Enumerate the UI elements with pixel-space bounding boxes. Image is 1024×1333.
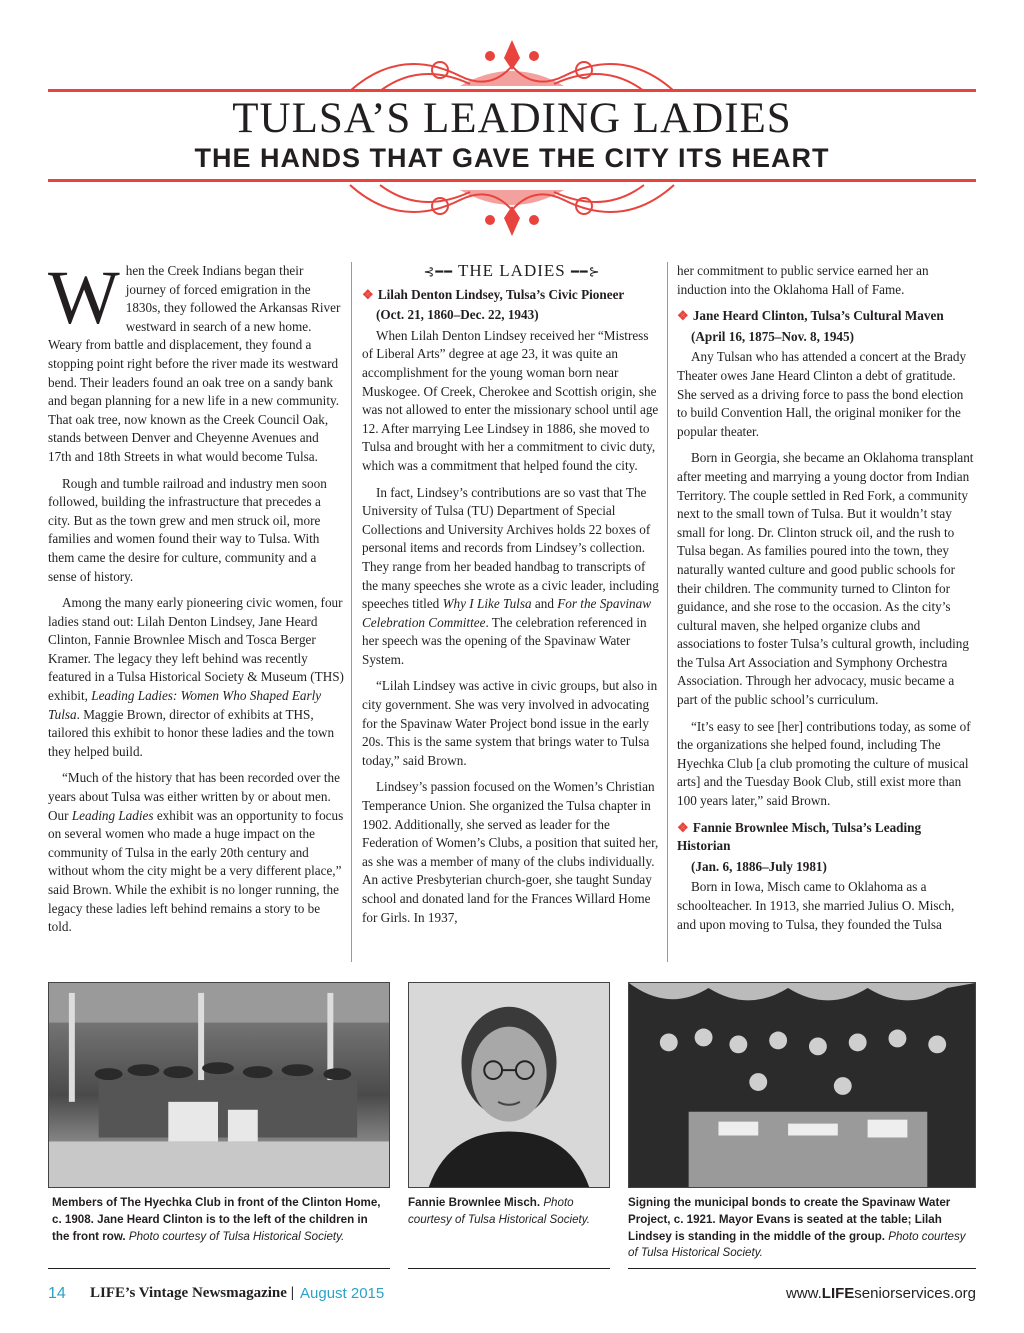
fannie-misch-portrait-photo <box>408 982 610 1188</box>
column-divider <box>351 262 352 962</box>
exhibit-title: Leading Ladies: Women Who Shaped Early Tulsa <box>48 688 322 722</box>
paragraph: “It’s easy to see [her] contributions today, as some of the organizations she helped found, including The Hyechka Club [a club promoting the culture of musical arts] and the Tuesday Book Club, still exist more than 100 years later,” said Brown. <box>677 718 971 809</box>
lady-name: Jane Heard Clinton, Tulsa’s Cultural Maven <box>692 308 944 324</box>
lady-dates: (April 16, 1875–Nov. 8, 1945) <box>691 328 855 344</box>
flourish-right-icon: ━━⊱ <box>570 264 601 279</box>
paragraph: Any Tulsan who has attended a concert at the Brady Theater owes Jane Heard Clinton a debt of gratitude. She served as a driving force to pass the bond election to build Convention Hall, the original moniker for the popular theater. <box>677 349 967 439</box>
paragraph <box>48 769 344 936</box>
photo-caption <box>408 1195 608 1229</box>
bottom-scroll-ornament <box>340 180 684 240</box>
url-suffix: seniorservices.org <box>854 1285 976 1302</box>
article-column-1 <box>48 256 344 945</box>
hyechka-club-group-photo <box>48 982 390 1188</box>
diamond-bullet-icon: ❖ <box>362 286 374 302</box>
photo-credit: Photo courtesy of Tulsa Historical Society. <box>408 1196 590 1226</box>
issue-date: August 2015 <box>300 1285 385 1302</box>
magazine-name <box>90 1285 294 1302</box>
text: . Maggie Brown, director of exhibits at THS, tailored this exhibit to honor these ladies and the town they helped build. <box>48 706 335 759</box>
text: . The celebration referenced in her speech was the opening of the Spavinaw Water System. <box>362 614 647 667</box>
lady-heading <box>677 307 975 326</box>
paragraph: When Lilah Denton Lindsey received her “Mistress of Liberal Arts” degree at age 23, it was quite an accomplishment for the young woman born near Muskogee. Of Creek, Cherokee and Scottish origin, she was not allowed to enter the missionary school until age 12. After marrying Lee Lindsey in 1886, she moved to Tulsa and brought with her a commitment to civic duty, which was a commitment that helped found the city. <box>362 327 659 473</box>
drop-cap: W <box>48 256 120 340</box>
speech-title: For the Spavinaw Celebration Committee <box>362 596 651 630</box>
page-subtitle: THE HANDS THAT GAVE THE CITY ITS HEART <box>194 143 830 173</box>
diamond-bullet-icon: ❖ <box>677 819 689 835</box>
caption-text: Signing the municipal bonds to create the Spavinaw Water Project, c. 1921. Mayor Evans is seated at the table; Lilah Lindsey is standing in the middle of the group. <box>628 1196 951 1243</box>
caption-rule <box>628 1268 976 1269</box>
paragraph: Lindsey’s passion focused on the Women’s Christian Temperance Union. She organized the Tulsa chapter in 1902. Additionally, she served as leader for the Federation of Women’s Clubs, a position that suited her, as she was a member of many of the clubs individually. An active Presbyterian church-goer, she taught Sunday school and donated land for the Frances Willard Home for Girls. In 1937, <box>362 779 659 925</box>
paragraph: her commitment to public service earned her an induction into the Oklahoma Hall of Fame. <box>677 263 929 297</box>
header-top-rule <box>48 89 976 92</box>
article-column-3 <box>677 262 975 942</box>
caption-text: Members of The Hyechka Club in front of the Clinton Home, c. 1908. Jane Heard Clinton is to the left of the children in the front row. <box>52 1196 381 1243</box>
caption-rule <box>408 1268 610 1269</box>
paragraph: Born in Iowa, Misch came to Oklahoma as a schoolteacher. In 1913, she married Julius O. Misch, and upon moving to Tulsa, they founded the Tulsa <box>677 879 955 932</box>
photo-credit: Photo courtesy of Tulsa Historical Society. <box>128 1229 345 1243</box>
url-brand: LIFE <box>821 1285 855 1302</box>
paragraph: “Lilah Lindsey was active in civic groups, but also in city government. She was very involved in advocating for the Spavinaw Water Project bond issue in the early 20s. This is the same system that brings water to Tulsa today,” said Brown. <box>362 678 658 768</box>
text: exhibit was an opportunity to focus on several women who made a huge impact on the community of Tulsa in the early 20th century and without whom the city might be a very different place,” said Brown. While the exhibit is no longer running, the legacy these ladies left behind remains a story to be told. <box>48 807 344 935</box>
text: “Much of the history that has been recorded over the years about Tulsa was either written by or about men. Our <box>48 770 340 823</box>
speech-title: Why I Like Tulsa <box>442 596 532 612</box>
spavinaw-bond-signing-photo <box>628 982 976 1188</box>
section-heading <box>362 262 662 282</box>
paragraph: Born in Georgia, she became an Oklahoma transplant after meeting and marrying a young doctor from Indian Territory. The couple settled in Red Fork, a community next to the small town of Tulsa. But it wouldn’t stay small for long. Dr. Clinton struck oil, and the rush to Tulsa began. As families poured into the town, they naturally wanted culture and good public schools for their children. The community turned to Clinton for guidance, and she rose to the occasion. As the city’s cultural maven, she helped organize clubs and associations to foster Tulsa’s cultural growth, including the Tulsa Art Association and Symphony Orchestra Association. Through her advocacy, music became a part of the public school’s curriculum. <box>677 450 974 708</box>
top-scroll-ornament <box>340 36 684 96</box>
paragraph <box>48 594 344 761</box>
paragraph <box>362 484 662 670</box>
photo-caption <box>628 1195 973 1262</box>
intro-paragraph <box>48 256 344 467</box>
flourish-left-icon: ⊰━━ <box>423 264 454 279</box>
website-link[interactable] <box>786 1285 976 1302</box>
footer-separator: | <box>290 1285 294 1301</box>
lady-name: Fannie Brownlee Misch, Tulsa’s Leading Historian <box>677 819 922 854</box>
diamond-bullet-icon: ❖ <box>677 308 689 324</box>
lady-heading <box>677 819 975 856</box>
caption-text: Fannie Brownlee Misch. <box>408 1196 541 1209</box>
exhibit-title: Leading Ladies <box>71 807 154 823</box>
photo-credit: Photo courtesy of Tulsa Historical Society. <box>628 1229 966 1260</box>
paragraph: Rough and tumble railroad and industry men soon followed, building the infrastructure that precedes a city. But as the town grew and men struck oil, more families and women found their way to Tulsa. With them came the desire for culture, community and a sense of history. <box>48 475 327 584</box>
lady-name: Lilah Denton Lindsey, Tulsa’s Civic Pioneer <box>377 286 625 302</box>
column-divider <box>667 262 668 962</box>
caption-rule <box>48 1268 390 1269</box>
lady-heading <box>362 286 662 305</box>
page-title: TULSA’S LEADING LADIES <box>232 95 792 142</box>
lady-dates: (Oct. 21, 1860–Dec. 22, 1943) <box>376 307 539 323</box>
section-title: THE LADIES <box>457 261 566 280</box>
magazine-title: LIFE’s Vintage Newsmagazine <box>90 1285 287 1301</box>
text: and <box>531 596 558 612</box>
lady-dates: (Jan. 6, 1886–July 1981) <box>691 858 827 874</box>
intro-text: hen the Creek Indians began their journey of forced emigration in the 1830s, they followed the Arkansas River westward in search of a new home. Weary from battle and displacement, they found a stopping point right before the river made its westward bend. Their leaders found an oak tree on a sandy bank and began planning for a new life in a new community. That oak tree, now known as the Creek Council Oak, stands between Denver and Cheyenne Avenues and 17th and 18th Streets in what would become Tulsa. <box>48 263 341 464</box>
text: In fact, Lindsey’s contributions are so vast that The University of Tulsa (TU) Department of Special Collections and University Archives holds 22 boxes of personal items and records from Lindsey’s collection. They range from her beaded handbag to transcripts of the many speeches she wrote as a civic leader, including speeches titled <box>362 484 659 612</box>
article-column-2 <box>362 262 662 935</box>
page-number: 14 <box>48 1285 66 1302</box>
text: Among the many early pioneering civic women, four ladies stand out: Lilah Denton Lindsey, Jane Heard Clinton, Fannie Brownlee Misch and Tosca Berger Kramer. The legacy they left behind was recently featured in a Tulsa Historical Society & Museum (THS) exhibit, <box>48 595 344 704</box>
photo-caption <box>52 1195 388 1245</box>
url-prefix: www. <box>785 1285 822 1302</box>
